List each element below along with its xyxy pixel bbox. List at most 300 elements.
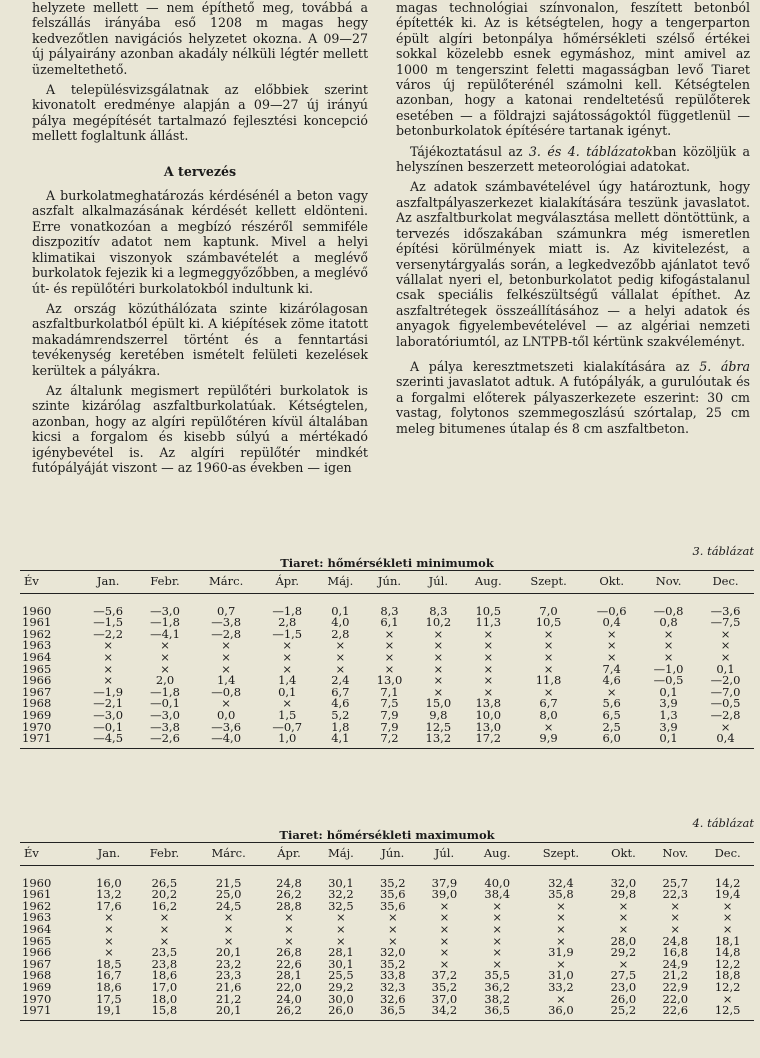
- temperature-cell: 0,4: [697, 733, 754, 748]
- temperature-cell: ×: [433, 673, 444, 688]
- temperature-cell: 32,6: [379, 991, 406, 1006]
- temperature-cell: 0,8: [659, 615, 678, 630]
- temperature-cell: 32,0: [610, 875, 637, 890]
- temperature-cell: ×: [439, 921, 450, 936]
- column-header-month: Jan.: [83, 843, 135, 866]
- temperature-cell: ×: [483, 684, 494, 699]
- temperature-cell: 0,1: [640, 733, 697, 748]
- temperature-cell: —4,1: [150, 626, 180, 641]
- temperature-cell: ×: [720, 719, 731, 734]
- column-header-month: Márc.: [193, 571, 258, 594]
- temperature-cell: 16,0: [96, 875, 122, 890]
- temperature-cell: 26,0: [610, 991, 637, 1006]
- temperature-cell: —1,8: [150, 615, 180, 630]
- temperature-cell: ×: [543, 719, 554, 734]
- temperature-cell: ×: [282, 649, 293, 664]
- table4-block: [20, 816, 754, 1021]
- column-header-month: Jún.: [365, 571, 414, 594]
- table-row: [20, 912, 754, 924]
- temperature-cell: 15,8: [135, 1005, 194, 1020]
- temperature-cell: 26,8: [276, 945, 302, 960]
- table-title: Tiaret: hőmérsékleti minimumok: [280, 556, 494, 570]
- temperature-cell: 34,2: [419, 1005, 471, 1020]
- temperature-cell: 37,9: [431, 875, 458, 890]
- temperature-cell: 40,0: [484, 875, 511, 890]
- year-cell: 1967: [22, 684, 52, 699]
- temperature-cell: 21,5: [215, 875, 242, 890]
- temperature-cell: 21,2: [215, 991, 242, 1006]
- temperature-cell: 25,7: [662, 875, 689, 890]
- temperature-cell: ×: [606, 638, 617, 653]
- temperature-cell: ×: [663, 649, 674, 664]
- temperature-cell: ×: [720, 626, 731, 641]
- temperature-cell: 19,1: [83, 1005, 135, 1020]
- column-header-month: Nov.: [640, 571, 697, 594]
- column-header-year: Év: [20, 843, 83, 866]
- temperature-cell: ×: [556, 956, 566, 971]
- temperature-cell: ×: [384, 638, 395, 653]
- temperature-cell: 14,8: [714, 945, 741, 960]
- temperature-cell: 6,7: [331, 684, 350, 699]
- temperature-cell: 8,3: [380, 603, 399, 618]
- temperature-cell: ×: [159, 933, 170, 948]
- temperature-cell: 0,1: [716, 661, 735, 676]
- temperature-cell: ×: [483, 649, 494, 664]
- temperature-cell: ×: [556, 921, 566, 936]
- temperature-cell: ×: [433, 638, 444, 653]
- temperature-cell: 2,8: [278, 615, 297, 630]
- temperature-cell: ×: [492, 898, 503, 913]
- temperature-cell: 12,5: [425, 719, 452, 734]
- temperature-cell: ×: [103, 673, 113, 688]
- temperature-cell: ×: [670, 910, 681, 925]
- temperature-cell: —3,6: [211, 719, 242, 734]
- temperature-cell: —0,7: [272, 719, 303, 734]
- temperature-cell: —2,2: [93, 626, 124, 641]
- temperature-cell: 9,8: [429, 707, 448, 722]
- temperature-cell: 8,0: [539, 707, 558, 722]
- temperature-cell: 0,1: [331, 603, 350, 618]
- temperature-cell: ×: [104, 933, 114, 948]
- paragraph: Az ország közúthálózata szinte kizárólagosan aszfaltburkolatból épült ki. A kiépítések zöme itatott makadámrendszerrel történt és a fenntartási tevékenység keretében ismételt felületi kezelések kerültek a pályákra.: [32, 300, 368, 378]
- temperature-cell: 1,0: [259, 733, 316, 748]
- temperature-cell: 30,0: [328, 991, 354, 1006]
- temperature-cell: 35,6: [379, 887, 406, 902]
- temperature-cell: 18,0: [151, 991, 178, 1006]
- year-cell: 1965: [22, 933, 52, 948]
- paragraph: [396, 359, 750, 436]
- temperature-cell: ×: [223, 910, 234, 925]
- temperature-cell: —2,1: [93, 696, 124, 711]
- temperature-cell: ×: [720, 649, 731, 664]
- temperature-cell: ×: [221, 696, 231, 711]
- temperature-cell: ×: [670, 921, 681, 936]
- temperature-cell: ×: [384, 626, 395, 641]
- temperature-cell: ×: [543, 684, 554, 699]
- temperature-cell: 32,0: [379, 945, 406, 960]
- temperature-cell: 31,0: [548, 968, 574, 983]
- table-header-row: [20, 571, 754, 594]
- year-cell: 1960: [22, 603, 52, 618]
- year-cell: 1961: [22, 887, 52, 902]
- temperature-cell: —0,1: [150, 696, 180, 711]
- temperature-cell: 7,5: [380, 696, 399, 711]
- temperature-cell: 32,2: [328, 887, 354, 902]
- temperature-cell: ×: [335, 638, 346, 653]
- temperature-cell: ×: [336, 921, 346, 936]
- temperature-cell: ×: [336, 910, 346, 925]
- temperature-cell: 7,9: [380, 707, 399, 722]
- temperature-cell: —1,5: [272, 626, 303, 641]
- column-header-month: Máj.: [315, 843, 367, 866]
- temperature-cell: ×: [618, 921, 629, 936]
- temperature-cell: 4,6: [602, 673, 621, 688]
- temperature-cell: 29,8: [610, 887, 637, 902]
- temperature-cell: —2,8: [211, 626, 242, 641]
- temperature-cell: 5,2: [331, 707, 350, 722]
- column-header-month: Szept.: [524, 843, 597, 866]
- temperature-cell: 28,8: [276, 898, 302, 913]
- temperature-cell: 11,3: [475, 615, 502, 630]
- temperature-cell: ×: [492, 945, 503, 960]
- temperature-cell: ×: [335, 661, 346, 676]
- temperature-cell: 10,2: [425, 615, 452, 630]
- column-header-month: Nov.: [649, 843, 701, 866]
- temperature-cell: ×: [492, 921, 503, 936]
- temperature-cell: ×: [483, 661, 494, 676]
- temperature-cell: 36,5: [470, 1005, 524, 1020]
- temperature-cell: ×: [160, 661, 170, 676]
- temperature-cell: —0,5: [710, 696, 741, 711]
- year-cell: 1969: [22, 979, 52, 994]
- temperature-cell: 26,2: [263, 1005, 315, 1020]
- year-cell: 1961: [22, 615, 52, 630]
- temperature-cell: ×: [722, 898, 733, 913]
- column-header-month: Ápr.: [263, 843, 315, 866]
- temperature-cell: 13,2: [414, 733, 463, 748]
- temperature-cell: —1,5: [93, 615, 124, 630]
- temperature-cell: ×: [720, 638, 731, 653]
- temperature-cell: ×: [722, 910, 733, 925]
- temperature-cell: ×: [103, 661, 113, 676]
- table-reference: 3. és 4. táblázatok: [528, 143, 653, 159]
- temperature-cell: 15,0: [425, 696, 452, 711]
- temperature-cell: 16,2: [151, 898, 178, 913]
- temperature-cell: 18,6: [96, 979, 122, 994]
- temperature-cell: 38,2: [484, 991, 511, 1006]
- table4-maximum-temperatures: [20, 842, 754, 1021]
- temperature-cell: 13,8: [475, 696, 502, 711]
- temperature-cell: 30,1: [328, 956, 354, 971]
- temperature-cell: 4,0: [331, 615, 350, 630]
- temperature-cell: 17,0: [151, 979, 178, 994]
- column-header-month: Dec.: [701, 843, 754, 866]
- temperature-cell: 2,5: [602, 719, 621, 734]
- temperature-cell: 23,0: [610, 979, 637, 994]
- column-header-month: Ápr.: [259, 571, 316, 594]
- temperature-cell: 20,1: [194, 1005, 263, 1020]
- temperature-cell: ×: [439, 933, 450, 948]
- year-cell: 1962: [22, 898, 52, 913]
- temperature-cell: 14,2: [714, 875, 741, 890]
- temperature-cell: ×: [384, 661, 395, 676]
- column-header-month: Febr.: [137, 571, 194, 594]
- temperature-cell: ×: [670, 898, 681, 913]
- temperature-cell: 9,9: [514, 733, 583, 748]
- column-header-month: Márc.: [194, 843, 263, 866]
- temperature-cell: 35,8: [548, 887, 574, 902]
- year-cell: 1968: [22, 696, 52, 711]
- temperature-cell: 17,5: [96, 991, 122, 1006]
- temperature-cell: —4,0: [193, 733, 258, 748]
- year-cell: 1964: [22, 921, 52, 936]
- temperature-cell: 35,6: [379, 898, 406, 913]
- temperature-cell: 28,1: [328, 945, 354, 960]
- temperature-cell: ×: [387, 933, 398, 948]
- temperature-cell: 35,2: [379, 956, 406, 971]
- temperature-cell: ×: [433, 661, 444, 676]
- temperature-cell: —1,9: [93, 684, 124, 699]
- temperature-cell: ×: [433, 684, 444, 699]
- temperature-cell: 36,0: [524, 1005, 597, 1020]
- year-cell: 1963: [22, 638, 52, 653]
- temperature-cell: ×: [335, 649, 346, 664]
- temperature-cell: ×: [439, 956, 450, 971]
- table-label: 3. táblázat: [692, 544, 754, 558]
- temperature-cell: —0,6: [596, 603, 627, 618]
- temperature-cell: 24,0: [276, 991, 302, 1006]
- temperature-cell: 13,0: [376, 673, 403, 688]
- temperature-cell: 10,5: [475, 603, 502, 618]
- temperature-cell: ×: [556, 991, 566, 1006]
- year-cell: 1970: [22, 719, 52, 734]
- temperature-cell: ×: [556, 898, 566, 913]
- temperature-cell: 3,9: [659, 696, 678, 711]
- temperature-cell: 23,2: [215, 956, 242, 971]
- table-title: Tiaret: hőmérsékleti maximumok: [279, 828, 495, 842]
- temperature-cell: 37,0: [431, 991, 458, 1006]
- temperature-cell: 16,8: [662, 945, 689, 960]
- temperature-cell: 20,2: [151, 887, 178, 902]
- temperature-cell: ×: [104, 921, 114, 936]
- column-header-month: Júl.: [414, 571, 463, 594]
- temperature-cell: ×: [556, 910, 566, 925]
- temperature-cell: ×: [433, 626, 444, 641]
- temperature-cell: 38,4: [484, 887, 511, 902]
- temperature-cell: ×: [433, 649, 444, 664]
- temperature-cell: ×: [284, 921, 294, 936]
- temperature-cell: ×: [439, 898, 450, 913]
- temperature-cell: ×: [439, 910, 450, 925]
- column-header-month: Júl.: [419, 843, 471, 866]
- column-header-month: Dec.: [697, 571, 754, 594]
- temperature-cell: ×: [282, 638, 293, 653]
- column-header-month: Máj.: [316, 571, 365, 594]
- table-row: [20, 924, 754, 936]
- temperature-cell: 6,5: [602, 707, 621, 722]
- text-run: szerinti javaslatot adtuk. A futópályák, a gurulóutak és a forgalmi előterek pályaszerkezete eszerint: 30 cm vastag, folytonos szemmegoszlású szórtalap, 25 cm meleg bitumenes útalap és 8 cm aszfaltbeton.: [396, 374, 750, 436]
- section-heading: A tervezés: [163, 163, 237, 179]
- temperature-cell: 8,3: [429, 603, 448, 618]
- year-cell: 1966: [22, 673, 52, 688]
- temperature-cell: 0,1: [278, 684, 297, 699]
- temperature-cell: ×: [104, 910, 114, 925]
- temperature-cell: ×: [221, 661, 231, 676]
- temperature-cell: —3,6: [710, 603, 741, 618]
- temperature-cell: 7,0: [539, 603, 558, 618]
- temperature-cell: 33,8: [379, 968, 406, 983]
- temperature-cell: —2,0: [710, 673, 741, 688]
- temperature-cell: 13,2: [96, 887, 122, 902]
- temperature-cell: 4,1: [316, 733, 365, 748]
- temperature-cell: ×: [492, 933, 503, 948]
- temperature-cell: —2,8: [710, 707, 741, 722]
- year-cell: 1965: [22, 661, 52, 676]
- temperature-cell: 11,8: [535, 673, 562, 688]
- column-header-month: Aug.: [463, 571, 514, 594]
- temperature-cell: —7,5: [710, 615, 741, 630]
- paragraph: Az általunk megismert repülőtéri burkolatok is szinte kizárólag aszfaltburkolatúak. Kétségtelen, azonban, hogy az algíri repülőtéren kívül általában kicsi a forgalom és kisebb súlyú a mértékadó igénybevétel is. Az algíri repülőtér mindkét futópályáját viszont — az 1960-as években — igen: [32, 382, 368, 475]
- temperature-cell: 17,2: [463, 733, 514, 748]
- temperature-cell: —2,6: [137, 733, 194, 748]
- table-row: [20, 1005, 754, 1020]
- temperature-cell: 1,3: [659, 707, 678, 722]
- temperature-cell: 25,0: [215, 887, 242, 902]
- right-text-column: [396, 0, 750, 436]
- temperature-cell: 39,0: [431, 887, 458, 902]
- paragraph: helyzete mellett — nem építhető meg, továbbá a felszállás irányába eső 1208 m magas hegy kedvezőtlen navigációs helyzetet okozna. A 09—27 új pályairány azonban akadály nélküli légtér mellett üzemeltethető.: [32, 0, 368, 77]
- temperature-cell: 18,5: [96, 956, 122, 971]
- paragraph: Az adatok számbavételével úgy határoztunk, hogy aszfaltpályaszerkezet kialakítására teszünk javaslatot. Az aszfaltburkolat megválasztása mellett döntöttünk, a tervezés időszakában számunkra még ismeretlen építési körülmények miatt is. Az kivitelezést, a versenytárgyalás során, a legkedvezőbb ajánlatot tevő vállalat nyeri el, betonburkolatot pedig kifogástalanul csak speciális felkészültségű vállalat építhet. Az aszfaltrétegek összeállításához — a helyi adatok és anyagok figyelembevételével — az algériai nemzeti laboratóriumtól, az LNTPB-től kértünk szakvéleményt.: [396, 179, 750, 349]
- text-run: Tájékoztatásul az: [410, 143, 529, 159]
- temperature-cell: 24,8: [276, 875, 302, 890]
- temperature-cell: ×: [722, 991, 733, 1006]
- temperature-cell: 10,0: [475, 707, 502, 722]
- column-header-year: Év: [20, 571, 80, 594]
- temperature-cell: 24,9: [662, 956, 689, 971]
- temperature-cell: 13,0: [475, 719, 502, 734]
- temperature-cell: —1,8: [150, 684, 180, 699]
- temperature-cell: 22,6: [649, 1005, 701, 1020]
- table-label: 4. táblázat: [692, 816, 754, 830]
- temperature-cell: 7,1: [380, 684, 399, 699]
- temperature-cell: —0,8: [653, 603, 684, 618]
- temperature-cell: ×: [103, 649, 113, 664]
- temperature-cell: 6,1: [380, 615, 399, 630]
- temperature-cell: 7,9: [380, 719, 399, 734]
- temperature-cell: ×: [483, 673, 494, 688]
- temperature-cell: ×: [606, 626, 617, 641]
- temperature-cell: 0,4: [602, 615, 621, 630]
- temperature-cell: 6,7: [539, 696, 558, 711]
- temperature-cell: 37,2: [431, 968, 458, 983]
- text-run: ban közöljük a helyszínen beszerzett meteorológiai adatokat.: [396, 143, 750, 175]
- temperature-cell: ×: [159, 921, 170, 936]
- year-cell: 1968: [22, 968, 52, 983]
- temperature-cell: —3,8: [211, 615, 242, 630]
- temperature-cell: 1,5: [278, 707, 297, 722]
- temperature-cell: ×: [618, 898, 629, 913]
- year-cell: 1966: [22, 945, 52, 960]
- temperature-cell: —3,0: [150, 603, 180, 618]
- temperature-cell: —1,8: [272, 603, 303, 618]
- temperature-cell: 36,2: [484, 979, 511, 994]
- temperature-cell: 32,4: [548, 875, 574, 890]
- year-cell: 1971: [20, 733, 80, 748]
- table-header-row: [20, 843, 754, 866]
- column-header-month: Jún.: [367, 843, 419, 866]
- table-row: [20, 901, 754, 913]
- temperature-cell: —4,5: [80, 733, 137, 748]
- temperature-cell: —3,0: [150, 707, 180, 722]
- table-row: [20, 593, 754, 617]
- temperature-cell: ×: [284, 933, 294, 948]
- paragraph: [396, 144, 750, 175]
- year-cell: 1964: [22, 649, 52, 664]
- column-header-month: Okt.: [598, 843, 650, 866]
- table3-minimum-temperatures: [20, 570, 754, 749]
- temperature-cell: ×: [492, 956, 503, 971]
- table3-block: [20, 544, 754, 749]
- temperature-cell: 24,5: [215, 898, 242, 913]
- temperature-cell: ×: [336, 933, 346, 948]
- temperature-cell: ×: [104, 945, 114, 960]
- temperature-cell: ×: [722, 921, 733, 936]
- temperature-cell: ×: [103, 638, 113, 653]
- temperature-cell: 12,5: [701, 1005, 754, 1020]
- temperature-cell: 0,1: [659, 684, 678, 699]
- temperature-cell: 23,5: [151, 945, 178, 960]
- temperature-cell: 22,0: [662, 991, 689, 1006]
- temperature-cell: ×: [282, 661, 293, 676]
- temperature-cell: 5,6: [602, 696, 621, 711]
- temperature-cell: ×: [159, 910, 170, 925]
- temperature-cell: 25,2: [598, 1005, 650, 1020]
- year-cell: 1967: [22, 956, 52, 971]
- temperature-cell: 31,9: [548, 945, 574, 960]
- temperature-cell: ×: [543, 649, 554, 664]
- figure-reference: 5. ábra: [699, 358, 750, 374]
- temperature-cell: 1,4: [278, 673, 297, 688]
- temperature-cell: 3,9: [659, 719, 678, 734]
- temperature-cell: ×: [160, 649, 170, 664]
- paragraph: A burkolatmeghatározás kérdésénél a beton vagy aszfalt alkalmazásának kérdését kellett eldönteni. Erre vonatkozóan a megbízó részéről semmiféle diszpozitív adatot nem kaptunk. Mivel a helyi klimatikai viszonyok számbavételét a meglévő burkolatok fejezik ki a legmeggyőzőbben, a meglévő út- és repülőtéri burkolatokból indultunk ki.: [32, 188, 368, 296]
- temperature-cell: —7,0: [710, 684, 741, 699]
- temperature-cell: ×: [284, 910, 294, 925]
- temperature-cell: 26,0: [315, 1005, 367, 1020]
- temperature-cell: —3,0: [93, 707, 124, 722]
- temperature-cell: 2,4: [331, 673, 350, 688]
- temperature-cell: 20,1: [215, 945, 242, 960]
- temperature-cell: 12,2: [714, 979, 741, 994]
- temperature-cell: ×: [618, 956, 629, 971]
- temperature-cell: 2,8: [331, 626, 350, 641]
- temperature-cell: ×: [618, 910, 629, 925]
- column-header-month: Febr.: [135, 843, 194, 866]
- temperature-cell: ×: [543, 626, 554, 641]
- temperature-cell: ×: [387, 921, 398, 936]
- temperature-cell: 0,7: [216, 603, 236, 618]
- temperature-cell: ×: [223, 933, 234, 948]
- table-row: [20, 865, 754, 889]
- temperature-cell: 24,8: [662, 933, 689, 948]
- temperature-cell: 23,8: [151, 956, 178, 971]
- year-cell: 1969: [22, 707, 52, 722]
- text-run: A pálya keresztmetszeti kialakítására az: [410, 358, 700, 374]
- temperature-cell: 21,6: [215, 979, 242, 994]
- temperature-cell: 22,9: [662, 979, 689, 994]
- paragraph: magas technológiai színvonalon, feszített betonból építették ki. Az is kétségtelen, hogy a tengerparton épült algíri betonpálya hőmérsékleti szélső értékei sokkal közelebb esnek egymáshoz, mint amivel az 1000 m tengerszint feletti magasságban levő Tiaret város új repülőterénél számolni kell. Kétségtelen azonban, hogy a katonai rendeltetésű repülőterek esetében — a földrajzi sajátosságoktól függetlenül — betonburkolatok építésére tartanak igényt.: [396, 0, 750, 139]
